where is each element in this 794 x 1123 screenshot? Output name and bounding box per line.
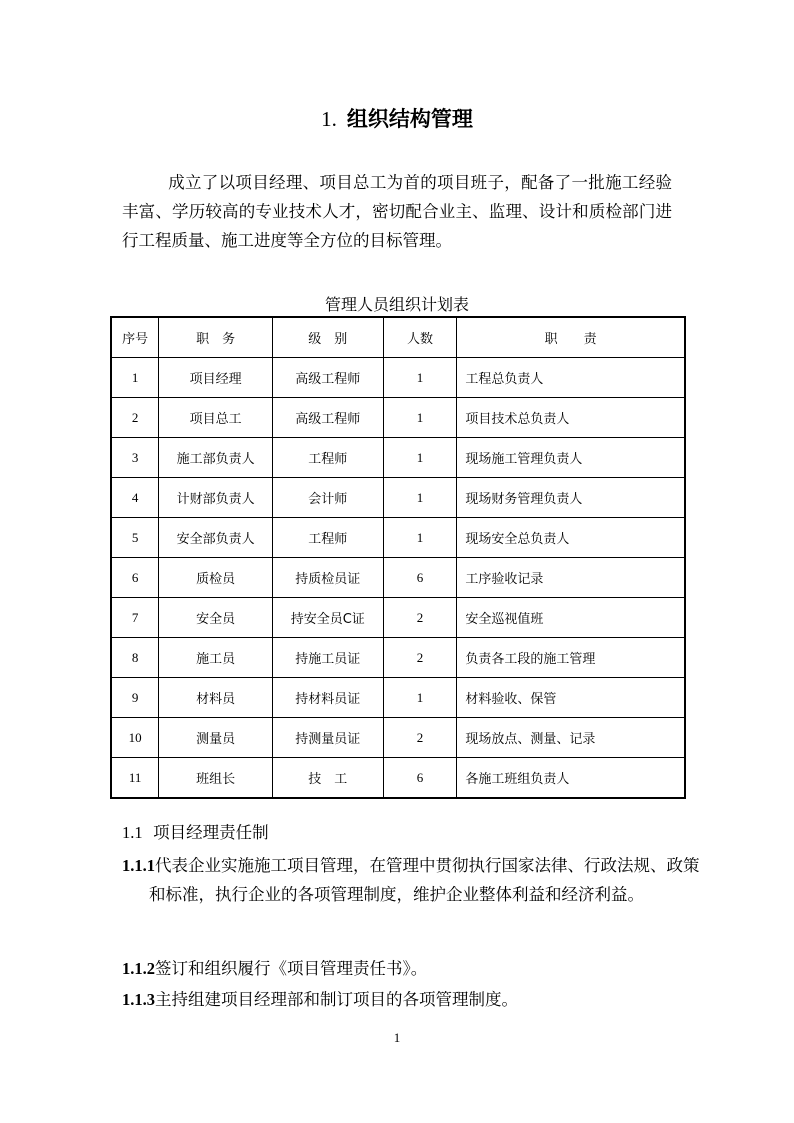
- cell-level: 持材料员证: [272, 678, 383, 718]
- table-row: [111, 638, 685, 678]
- clause-number: 1.1.3: [122, 990, 155, 1009]
- cell-position: 施工员: [159, 638, 273, 678]
- table-row: [111, 478, 685, 518]
- heading-number: 1.: [321, 107, 337, 131]
- cell-level: 工程师: [272, 438, 383, 478]
- table-header-row: [111, 317, 685, 358]
- table-row: [111, 718, 685, 758]
- cell-index: 8: [111, 638, 159, 678]
- cell-index: 5: [111, 518, 159, 558]
- header-duty: 职 责: [457, 317, 685, 358]
- intro-text: 成立了以项目经理、项目总工为首的项目班子，配备了一批施工经验丰富、学历较高的专业技术人才，密切配合业主、监理、设计和质检部门进行工程质量、施工进度等全方位的目标管理。: [122, 173, 672, 250]
- cell-index: 11: [111, 758, 159, 799]
- cell-position: 项目经理: [159, 358, 273, 398]
- table-row: [111, 758, 685, 799]
- cell-duty: 各施工班组负责人: [457, 758, 685, 799]
- cell-index: 7: [111, 598, 159, 638]
- clause-text: 代表企业实施施工项目管理，在管理中贯彻执行国家法律、行政法规、政策和标准，执行企业的各项管理制度，维护企业整体利益和经济利益。: [149, 856, 700, 904]
- cell-position: 项目总工: [159, 398, 273, 438]
- cell-count: 2: [383, 638, 457, 678]
- subsection-number: 1.1: [122, 823, 143, 842]
- cell-index: 2: [111, 398, 159, 438]
- cell-level: 持质检员证: [272, 558, 383, 598]
- cell-count: 1: [383, 478, 457, 518]
- cell-duty: 负责各工段的施工管理: [457, 638, 685, 678]
- cell-index: 6: [111, 558, 159, 598]
- clause-number: 1.1.1: [122, 856, 155, 875]
- table-caption: 管理人员组织计划表: [324, 295, 469, 314]
- heading-text: 组织结构管理: [346, 106, 473, 131]
- table-row: [111, 598, 685, 638]
- cell-count: 1: [383, 438, 457, 478]
- clause-number: 1.1.2: [122, 959, 155, 978]
- header-level: 级 别: [272, 317, 383, 358]
- cell-duty: 现场放点、测量、记录: [457, 718, 685, 758]
- cell-position: 班组长: [159, 758, 273, 799]
- header-index: 序号: [111, 317, 159, 358]
- page-number: 1: [393, 1030, 401, 1045]
- cell-duty: 工程总负责人: [457, 358, 685, 398]
- table-row: [111, 518, 685, 558]
- staff-plan-table: [110, 316, 686, 799]
- cell-index: 9: [111, 678, 159, 718]
- cell-position: 质检员: [159, 558, 273, 598]
- table-row: [111, 358, 685, 398]
- header-position: 职 务: [159, 317, 273, 358]
- table-row: [111, 438, 685, 478]
- header-count: 人数: [383, 317, 457, 358]
- cell-count: 1: [383, 678, 457, 718]
- cell-position: 安全部负责人: [159, 518, 273, 558]
- cell-duty: 现场财务管理负责人: [457, 478, 685, 518]
- subsection-heading: [122, 818, 677, 847]
- cell-count: 6: [383, 558, 457, 598]
- cell-position: 测量员: [159, 718, 273, 758]
- cell-index: 10: [111, 718, 159, 758]
- cell-count: 2: [383, 718, 457, 758]
- cell-level: 持施工员证: [272, 638, 383, 678]
- cell-count: 6: [383, 758, 457, 799]
- table-row: [111, 678, 685, 718]
- section-heading: [0, 103, 794, 133]
- clause-text: 签订和组织履行《项目管理责任书》。: [155, 959, 428, 978]
- intro-paragraph: [122, 168, 672, 255]
- cell-position: 计财部负责人: [159, 478, 273, 518]
- cell-level: 工程师: [272, 518, 383, 558]
- cell-level: 高级工程师: [272, 358, 383, 398]
- cell-index: 3: [111, 438, 159, 478]
- cell-count: 1: [383, 518, 457, 558]
- subsection-title: 项目经理责任制: [153, 823, 269, 842]
- cell-position: 施工部负责人: [159, 438, 273, 478]
- cell-level: 持安全员C证: [272, 598, 383, 638]
- cell-count: 1: [383, 398, 457, 438]
- table-row: [111, 398, 685, 438]
- cell-level: 持测量员证: [272, 718, 383, 758]
- clause-item: [122, 851, 704, 909]
- cell-count: 2: [383, 598, 457, 638]
- cell-duty: 安全巡视值班: [457, 598, 685, 638]
- cell-position: 安全员: [159, 598, 273, 638]
- cell-index: 4: [111, 478, 159, 518]
- cell-index: 1: [111, 358, 159, 398]
- cell-level: 技 工: [272, 758, 383, 799]
- clause-item: [122, 985, 704, 1014]
- table-row: [111, 558, 685, 598]
- cell-duty: 材料验收、保管: [457, 678, 685, 718]
- clause-item: [122, 954, 704, 983]
- cell-level: 会计师: [272, 478, 383, 518]
- cell-duty: 现场安全总负责人: [457, 518, 685, 558]
- cell-level: 高级工程师: [272, 398, 383, 438]
- cell-position: 材料员: [159, 678, 273, 718]
- cell-count: 1: [383, 358, 457, 398]
- cell-duty: 现场施工管理负责人: [457, 438, 685, 478]
- cell-duty: 工序验收记录: [457, 558, 685, 598]
- cell-duty: 项目技术总负责人: [457, 398, 685, 438]
- clause-text: 主持组建项目经理部和制订项目的各项管理制度。: [155, 990, 518, 1009]
